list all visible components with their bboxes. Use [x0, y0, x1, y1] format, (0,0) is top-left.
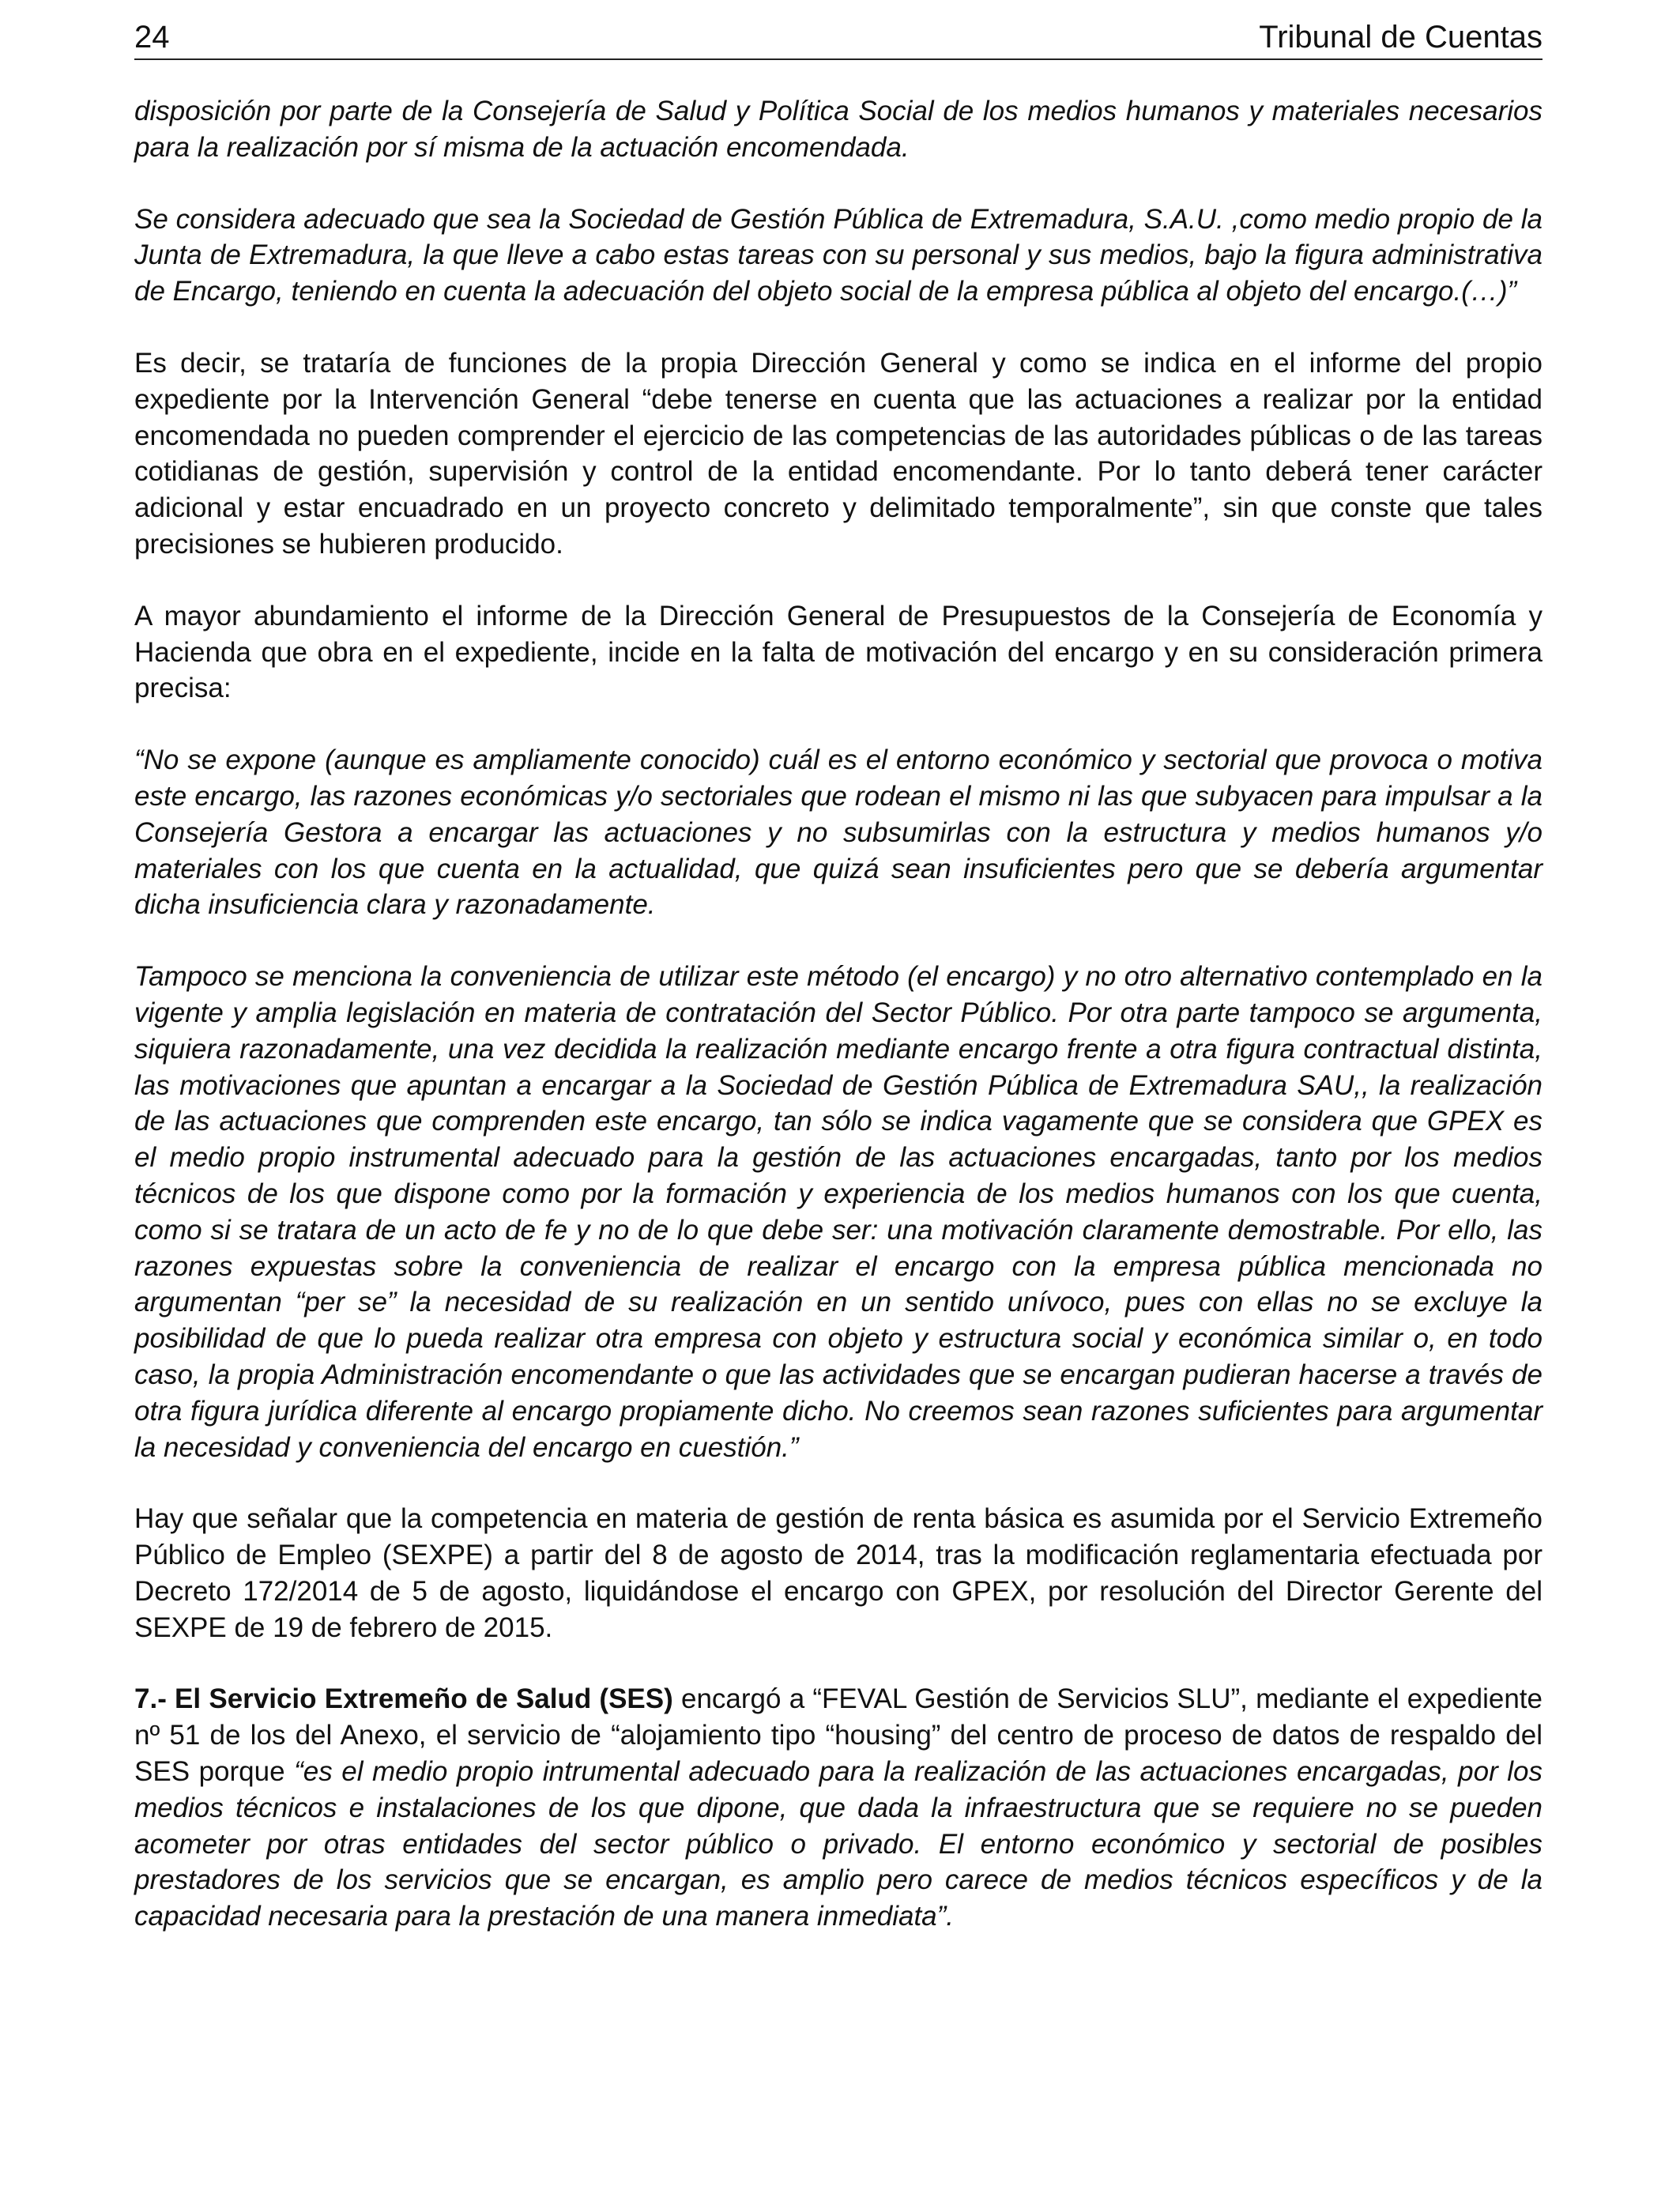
document-body — [134, 93, 1543, 1935]
body-paragraph-intervencion: Es decir, se trataría de funciones de la propia Dirección General y como se indica en el informe del propio expediente por la Intervención General “debe tenerse en cuenta que las actuaciones a realizar por la entidad encomendada no pueden comprender el ejercicio de las competencias de las autoridades públicas o de las tareas cotidianas de gestión, supervisión y control de la entidad encomendante. Por lo tanto deberá tener carácter adicional y estar encuadrado en un proyecto concreto y delimitado temporalmente”, sin que conste que tales precisiones se hubieren producido. — [134, 347, 1543, 560]
page-number: 24 — [134, 20, 170, 55]
quote-paragraph-continued: disposición por parte de la Consejería de Salud y Política Social de los medios humanos y materiales necesarios para la realización por sí misma de la actuación encomendada. — [134, 96, 1543, 163]
body-paragraph-presupuestos: A mayor abundamiento el informe de la Dirección General de Presupuestos de la Consejería de Economía y Hacienda que obra en el expediente, incide en la falta de motivación del encargo y en su consideración primera precisa: — [134, 600, 1543, 704]
document-page — [134, 16, 1543, 1935]
quote-paragraph-no-se-expone: “No se expone (aunque es ampliamente conocido) cuál es el entorno económico y sectorial que provoca o motiva este encargo, las razones económicas y/o sectoriales que rodean el mismo ni las que subyacen para impulsar a la Consejería Gestora a encargar las actuaciones y no subsumirlas con la estructura y medios humanos y/o materiales con los que cuenta en la actualidad, que quizá sean insuficientes pero que se debería argumentar dicha insuficiencia clara y razonadamente. — [134, 745, 1543, 921]
ses-paragraph-quote: “es el medio propio intrumental adecuado para la realización de las actuaciones encargadas, por los medios técnicos e instalaciones de los que dipone, que dada la infraestructura que se requiere no se pueden acometer por otras entidades del sector público o privado. El entorno económico y sectorial de posibles prestadores de los servicios que se encargan, es amplio pero carece de medios técnicos específicos y de la capacidad necesaria para la prestación de una manera inmediata”. — [134, 1756, 1543, 1932]
body-paragraph-ses — [134, 1681, 1543, 1935]
ses-paragraph-text: encargó a “FEVAL Gestión de Servicios SLU”, mediante el expediente nº 51 de los del Anexo, el servicio de “alojamiento tipo “housing” del centro de proceso de datos de respaldo del SES porque — [134, 1683, 1543, 1788]
page-header — [134, 16, 1543, 60]
body-paragraph-sexpe: Hay que señalar que la competencia en materia de gestión de renta básica es asumida por el Servicio Extremeño Público de Empleo (SEXPE) a partir del 8 de agosto de 2014, tras la modificación reglamentaria efectuada por Decreto 172/2014 de 5 de agosto, liquidándose el encargo con GPEX, por resolución del Director Gerente del SEXPE de 19 de febrero de 2015. — [134, 1503, 1543, 1643]
quote-paragraph-tampoco: Tampoco se menciona la conveniencia de utilizar este método (el encargo) y no otro alternativo contemplado en la vigente y amplia legislación en materia de contratación del Sector Público. Por otra parte tampoco se argumenta, siquiera razonadamente, una vez decidida la realización mediante encargo frente a otra figura contractual distinta, las motivaciones que apuntan a encargar a la Sociedad de Gestión Pública de Extremadura SAU,, la realización de las actuaciones que comprenden este encargo, tan sólo se indica vagamente que se considera que GPEX es el medio propio instrumental adecuado para la gestión de las actuaciones encargadas, tanto por los medios técnicos de los que dispone como por la formación y experiencia de los medios humanos con los que cuenta, como si se tratara de un acto de fe y no de lo que debe ser: una motivación claramente demostrable. Por ello, las razones expuestas sobre la conveniencia de realizar el encargo con la empresa pública mencionada no argumentan “per se” la necesidad de su realización en un sentido unívoco, pues con ellas no se excluye la posibilidad de que lo pueda realizar otra empresa con objeto y estructura social y económica similar o, en todo caso, la propia Administración encomendante o que las actividades que se encargan pudieran hacerse a través de otra figura jurídica diferente al encargo propiamente dicho. No creemos sean razones suficientes para argumentar la necesidad y conveniencia del encargo en cuestión.” — [134, 961, 1543, 1463]
section-heading-7: 7.- El Servicio Extremeño de Salud (SES) — [134, 1683, 673, 1715]
quote-paragraph-gpex: Se considera adecuado que sea la Sociedad de Gestión Pública de Extremadura, S.A.U. ,como medio propio de la Junta de Extremadura, la que lleve a cabo estas tareas con su personal y sus medios, bajo la figura administrativa de Encargo, teniendo en cuenta la adecuación del objeto social de la empresa pública al objeto del encargo.(…)” — [134, 203, 1543, 307]
publisher-name: Tribunal de Cuentas — [1259, 20, 1543, 55]
